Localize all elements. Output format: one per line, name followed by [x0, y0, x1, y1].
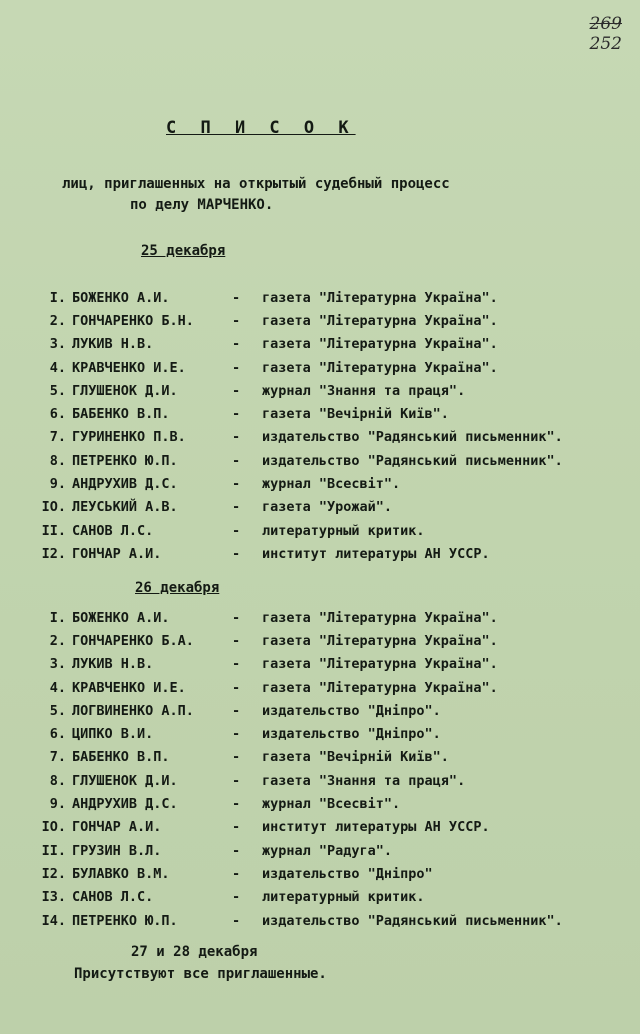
- person-name: ПЕТРЕНКО Ю.П.: [72, 912, 178, 929]
- person-name: ГОНЧАРЕНКО Б.А.: [72, 632, 194, 649]
- item-dash: -: [232, 522, 241, 539]
- organization: журнал "Всесвіт".: [262, 476, 401, 493]
- item-number: 6.: [49, 726, 66, 743]
- person-name: БУЛАВКО В.М.: [72, 865, 170, 882]
- item-dash: -: [232, 702, 241, 719]
- item-number: I2.: [41, 545, 66, 562]
- item-dash: -: [232, 289, 241, 306]
- organization: газета "Знання та праця".: [262, 772, 466, 789]
- item-number: IO.: [41, 499, 66, 516]
- organization: журнал "Радуга".: [262, 842, 393, 859]
- item-dash: -: [232, 656, 241, 673]
- item-dash: -: [232, 406, 241, 423]
- person-name: АНДРУХИВ Д.С.: [72, 796, 178, 813]
- organization: журнал "Знання та праця".: [262, 382, 466, 399]
- item-number: II.: [41, 522, 66, 539]
- item-dash: -: [232, 632, 241, 649]
- item-number: I.: [49, 609, 66, 626]
- list-item: [32, 722, 632, 745]
- item-number: 3.: [49, 336, 66, 353]
- organization: газета "Літературна Україна".: [262, 336, 498, 353]
- list-item: [32, 862, 632, 885]
- person-name: ЛОГВИНЕНКО А.П.: [72, 702, 194, 719]
- item-number: 2.: [49, 632, 66, 649]
- organization: газета "Літературна Україна".: [262, 312, 498, 329]
- list-item: [32, 909, 632, 932]
- organization: газета "Літературна Україна".: [262, 656, 498, 673]
- organization: газета "Літературна Україна".: [262, 632, 498, 649]
- list-item: [32, 676, 632, 699]
- item-number: 5.: [49, 702, 66, 719]
- item-number: 9.: [49, 476, 66, 493]
- item-number: 4.: [49, 679, 66, 696]
- list-item: [32, 286, 632, 309]
- person-name: ГЛУШЕНОК Д.И.: [72, 382, 178, 399]
- list-item: [32, 769, 632, 792]
- item-dash: -: [232, 382, 241, 399]
- section-1-list: [32, 286, 632, 566]
- list-item: [32, 886, 632, 909]
- item-number: 7.: [49, 749, 66, 766]
- archive-page-number: [582, 14, 622, 54]
- organization: журнал "Всесвіт".: [262, 796, 401, 813]
- organization: газета "Літературна Україна".: [262, 359, 498, 376]
- person-name: ГРУЗИН В.Л.: [72, 842, 162, 859]
- section-2-date: 26 декабря: [135, 580, 220, 596]
- list-item: [32, 653, 632, 676]
- archive-number-old: 269: [589, 14, 622, 34]
- person-name: САНОВ Л.С.: [72, 889, 154, 906]
- list-item: [32, 426, 632, 449]
- section-2-list: [32, 606, 632, 932]
- item-dash: -: [232, 359, 241, 376]
- item-number: 4.: [49, 359, 66, 376]
- item-number: 5.: [49, 382, 66, 399]
- person-name: ПЕТРЕНКО Ю.П.: [72, 452, 178, 469]
- footer-note: Присутствуют все приглашенные.: [74, 966, 327, 982]
- item-dash: -: [232, 749, 241, 766]
- list-item: [32, 746, 632, 769]
- item-number: 9.: [49, 796, 66, 813]
- item-dash: -: [232, 452, 241, 469]
- list-item: [32, 519, 632, 542]
- organization: газета "Урожай".: [262, 499, 393, 516]
- organization: газета "Вечірній Київ".: [262, 749, 449, 766]
- person-name: ЛУКИВ Н.В.: [72, 656, 154, 673]
- item-dash: -: [232, 842, 241, 859]
- subtitle-line-1: лиц, приглашенных на открытый судебный процесс: [62, 176, 450, 192]
- list-item: [32, 816, 632, 839]
- organization: издательство "Дніпро": [262, 865, 433, 882]
- organization: издательство "Радянський письменник".: [262, 912, 563, 929]
- person-name: САНОВ Л.С.: [72, 522, 154, 539]
- item-number: 2.: [49, 312, 66, 329]
- item-number: 8.: [49, 772, 66, 789]
- item-number: II.: [41, 842, 66, 859]
- item-dash: -: [232, 312, 241, 329]
- organization: издательство "Дніпро".: [262, 726, 441, 743]
- list-item: [32, 542, 632, 565]
- item-number: 3.: [49, 656, 66, 673]
- list-item: [32, 629, 632, 652]
- archive-number-new: 252: [589, 34, 622, 54]
- list-item: [32, 839, 632, 862]
- organization: литературный критик.: [262, 522, 425, 539]
- list-item: [32, 606, 632, 629]
- list-item: [32, 356, 632, 379]
- footer-date: 27 и 28 декабря: [131, 944, 258, 960]
- item-dash: -: [232, 499, 241, 516]
- organization: газета "Літературна Україна".: [262, 289, 498, 306]
- organization: издательство "Радянський письменник".: [262, 429, 563, 446]
- person-name: ГУРИНЕНКО П.В.: [72, 429, 186, 446]
- item-dash: -: [232, 679, 241, 696]
- item-number: 8.: [49, 452, 66, 469]
- organization: газета "Вечірній Київ".: [262, 406, 449, 423]
- person-name: БОЖЕНКО А.И.: [72, 289, 170, 306]
- section-1-date: 25 декабря: [141, 243, 226, 259]
- list-item: [32, 379, 632, 402]
- item-dash: -: [232, 819, 241, 836]
- item-number: 6.: [49, 406, 66, 423]
- item-dash: -: [232, 889, 241, 906]
- person-name: ЛУКИВ Н.В.: [72, 336, 154, 353]
- organization: газета "Літературна Україна".: [262, 679, 498, 696]
- list-item: [32, 699, 632, 722]
- item-dash: -: [232, 726, 241, 743]
- item-dash: -: [232, 912, 241, 929]
- item-dash: -: [232, 796, 241, 813]
- item-number: I3.: [41, 889, 66, 906]
- item-dash: -: [232, 429, 241, 446]
- subtitle-line-2: по делу МАРЧЕНКО.: [130, 197, 274, 213]
- organization: газета "Літературна Україна".: [262, 609, 498, 626]
- item-dash: -: [232, 609, 241, 626]
- item-number: 7.: [49, 429, 66, 446]
- person-name: ЦИПКО В.И.: [72, 726, 154, 743]
- person-name: КРАВЧЕНКО И.Е.: [72, 679, 186, 696]
- list-item: [32, 309, 632, 332]
- list-item: [32, 449, 632, 472]
- item-number: IO.: [41, 819, 66, 836]
- document-title: С П И С О К: [166, 118, 356, 138]
- list-item: [32, 792, 632, 815]
- item-dash: -: [232, 545, 241, 562]
- item-number: I4.: [41, 912, 66, 929]
- list-item: [32, 333, 632, 356]
- item-dash: -: [232, 336, 241, 353]
- item-dash: -: [232, 476, 241, 493]
- list-item: [32, 472, 632, 495]
- person-name: БАБЕНКО В.П.: [72, 406, 170, 423]
- organization: институт литературы АН УССР.: [262, 545, 490, 562]
- person-name: КРАВЧЕНКО И.Е.: [72, 359, 186, 376]
- item-dash: -: [232, 865, 241, 882]
- list-item: [32, 496, 632, 519]
- person-name: БОЖЕНКО А.И.: [72, 609, 170, 626]
- organization: литературный критик.: [262, 889, 425, 906]
- organization: издательство "Радянський письменник".: [262, 452, 563, 469]
- item-number: I2.: [41, 865, 66, 882]
- person-name: ГЛУШЕНОК Д.И.: [72, 772, 178, 789]
- item-dash: -: [232, 772, 241, 789]
- person-name: ЛЕУСЬКИЙ А.В.: [72, 499, 178, 516]
- person-name: БАБЕНКО В.П.: [72, 749, 170, 766]
- person-name: ГОНЧАР А.И.: [72, 819, 162, 836]
- list-item: [32, 402, 632, 425]
- organization: издательство "Дніпро".: [262, 702, 441, 719]
- person-name: ГОНЧАРЕНКО Б.Н.: [72, 312, 194, 329]
- person-name: АНДРУХИВ Д.С.: [72, 476, 178, 493]
- organization: институт литературы АН УССР.: [262, 819, 490, 836]
- document-subtitle: [62, 174, 450, 216]
- item-number: I.: [49, 289, 66, 306]
- person-name: ГОНЧАР А.И.: [72, 545, 162, 562]
